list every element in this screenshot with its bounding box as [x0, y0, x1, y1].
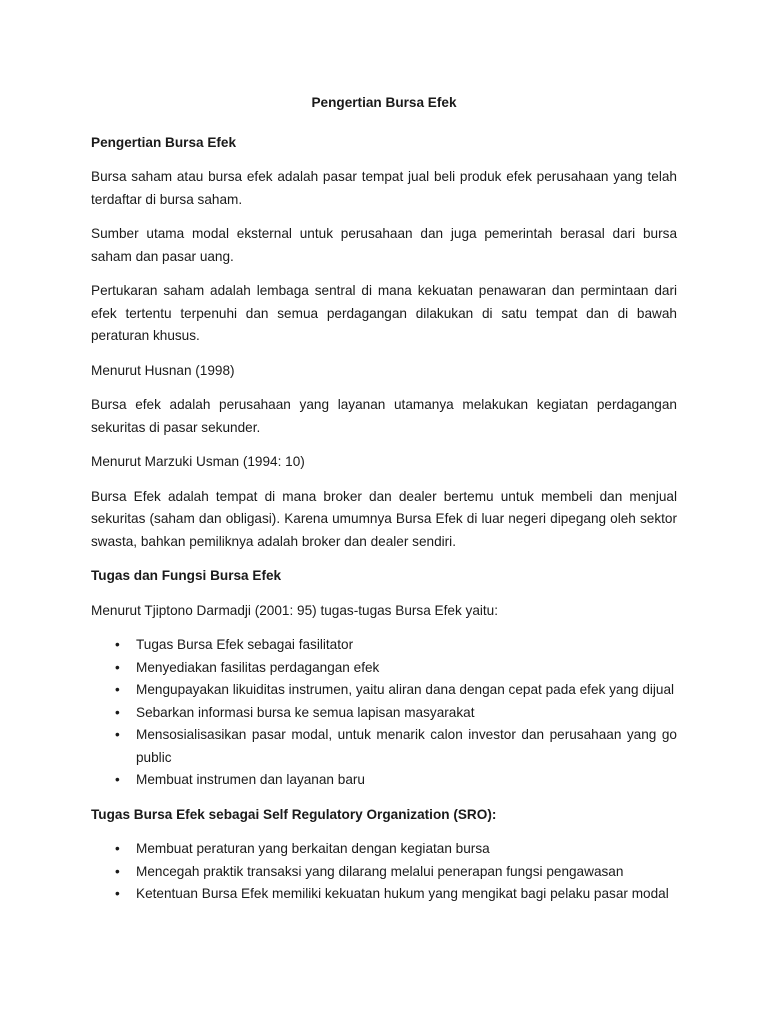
paragraph-exchange-institution: Pertukaran saham adalah lembaga sentral di mana kekuatan penawaran dan permintaan dari efek tertentu terpenuhi dan semua perdagangan dilakukan di satu tempat dan di bawah peraturan khusus. — [91, 283, 677, 343]
section-heading-sro: Tugas Bursa Efek sebagai Self Regulatory Organization (SRO): — [91, 806, 497, 822]
list-item-text: Tugas Bursa Efek sebagai fasilitator — [136, 637, 354, 652]
bullet-list-sro — [91, 838, 677, 906]
bullet-icon: • — [115, 659, 120, 675]
list-item-text: Menyediakan fasilitas perdagangan efek — [136, 659, 380, 675]
list-item-text: Mengupayakan likuiditas instrumen, yaitu aliran dana dengan cepat pada efek yang dijual — [136, 682, 675, 697]
list-item — [91, 724, 677, 769]
paragraph-husnan: Bursa efek adalah perusahaan yang layanan utamanya melakukan kegiatan perdagangan sekuritas di pasar sekunder. — [91, 397, 677, 435]
bullet-icon: • — [115, 637, 120, 652]
list-item — [91, 634, 677, 657]
paragraph-marzuki: Bursa Efek adalah tempat di mana broker dan dealer bertemu untuk membeli dan menjual sekuritas (saham dan obligasi). Karena umumnya Bursa Efek di luar negeri dipegang oleh sektor swasta, bahkan pemiliknya adalah broker dan dealer sendiri. — [91, 488, 677, 549]
bullet-list-tasks — [91, 634, 677, 792]
bullet-icon: • — [115, 727, 120, 742]
list-item-text: Sebarkan informasi bursa ke semua lapisan masyarakat — [136, 704, 475, 720]
section-heading-tugas-fungsi: Tugas dan Fungsi Bursa Efek — [91, 568, 282, 583]
citation-husnan: Menurut Husnan (1998) — [91, 362, 235, 378]
paragraph-definition: Bursa saham atau bursa efek adalah pasar tempat jual beli produk efek perusahaan yang telah terdaftar di bursa saham. — [91, 169, 677, 207]
bullet-icon: • — [115, 863, 120, 879]
citation-tjiptono: Menurut Tjiptono Darmadji (2001: 95) tugas-tugas Bursa Efek yaitu: — [91, 602, 499, 618]
bullet-icon: • — [115, 772, 120, 787]
document-title: Pengertian Bursa Efek — [311, 95, 457, 110]
bullet-icon: • — [115, 886, 120, 901]
citation-marzuki: Menurut Marzuki Usman (1994: 10) — [91, 454, 305, 469]
paragraph-capital-source: Sumber utama modal eksternal untuk perusahaan dan juga pemerintah berasal dari bursa saham dan pasar uang. — [91, 226, 677, 264]
list-item — [91, 861, 677, 884]
list-item-text: Ketentuan Bursa Efek memiliki kekuatan hukum yang mengikat bagi pelaku pasar modal — [136, 886, 669, 901]
section-heading-pengertian: Pengertian Bursa Efek — [91, 134, 237, 150]
list-item-text: Membuat peraturan yang berkaitan dengan kegiatan bursa — [136, 841, 490, 856]
list-item — [91, 657, 677, 680]
bullet-icon: • — [115, 841, 120, 856]
list-item — [91, 883, 677, 906]
list-item-text: Membuat instrumen dan layanan baru — [136, 772, 365, 787]
list-item — [91, 838, 677, 861]
document-page — [91, 92, 677, 918]
list-item — [91, 769, 677, 792]
bullet-icon: • — [115, 682, 120, 697]
list-item — [91, 679, 677, 702]
list-item-text: Mensosialisasikan pasar modal, untuk menarik calon investor dan perusahaan yang go public — [136, 727, 677, 765]
bullet-icon: • — [115, 704, 120, 720]
list-item — [91, 702, 677, 725]
list-item-text: Mencegah praktik transaksi yang dilarang melalui penerapan fungsi pengawasan — [136, 863, 624, 879]
